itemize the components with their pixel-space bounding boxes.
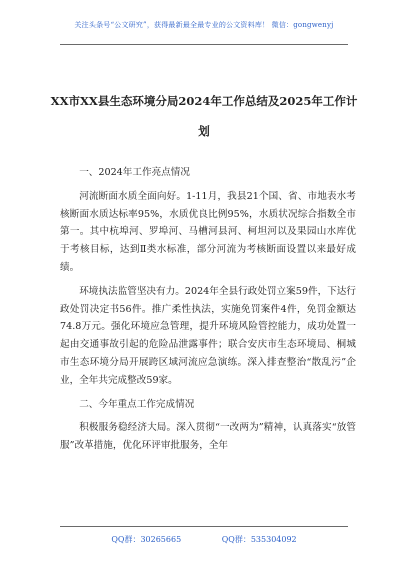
document-body	[60, 164, 356, 455]
footer-qq-group-2: QQ群：535304092	[221, 535, 297, 544]
paragraph-water-quality: 河流断面水质全面向好。1-11月，我县21个国、省、市地表水考核断面水质达标率95%，水质优良比例95%，水质状况综合指数全市第一。其中杭埠河、罗埠河、马槽河县河、柯坦河以及果园山水库优于考核目标，达到Ⅱ类水标准，部分河流为考核断面设置以来最好成绩。	[60, 190, 356, 273]
paragraph-economy: 积极服务稳经济大局。深入贯彻“一改两为”精神，认真落实“放管服”改革措施，优化环评审批服务，全年	[60, 422, 356, 452]
document-title: XX市XX县生态环境分局2024年工作总结及2025年工作计	[50, 94, 358, 108]
document-title-continued: 划	[198, 124, 210, 138]
section-heading-highlights: 一、2024年工作亮点情况	[79, 167, 190, 178]
header-divider	[60, 44, 348, 45]
footer	[0, 534, 408, 545]
section-heading-key-work: 二、今年重点工作完成情况	[79, 398, 195, 410]
footer-qq-group-1: QQ群：30265665	[111, 535, 182, 544]
paragraph-enforcement: 环境执法监管坚决有力。2024年全县行政处罚立案59件，下达行政处罚决定书56件。推广柔性执法，实施免罚案件4件，免罚金额达74.8万元。强化环境应急管理，提升环境风险管控能力，成功处置一起由交通事故引起的危险品泄露事件；联合安庆市生态环境局、桐城市生态环境分局开展跨区域河流应急演练。深入排查整治“散乱污”企业，全年共完成整改59家。	[60, 285, 356, 386]
header-banner: 关注头条号“公文研究”，获得最新最全最专业的公文资料库！ 微信：gongwenyj	[74, 21, 334, 29]
footer-divider	[60, 526, 348, 527]
